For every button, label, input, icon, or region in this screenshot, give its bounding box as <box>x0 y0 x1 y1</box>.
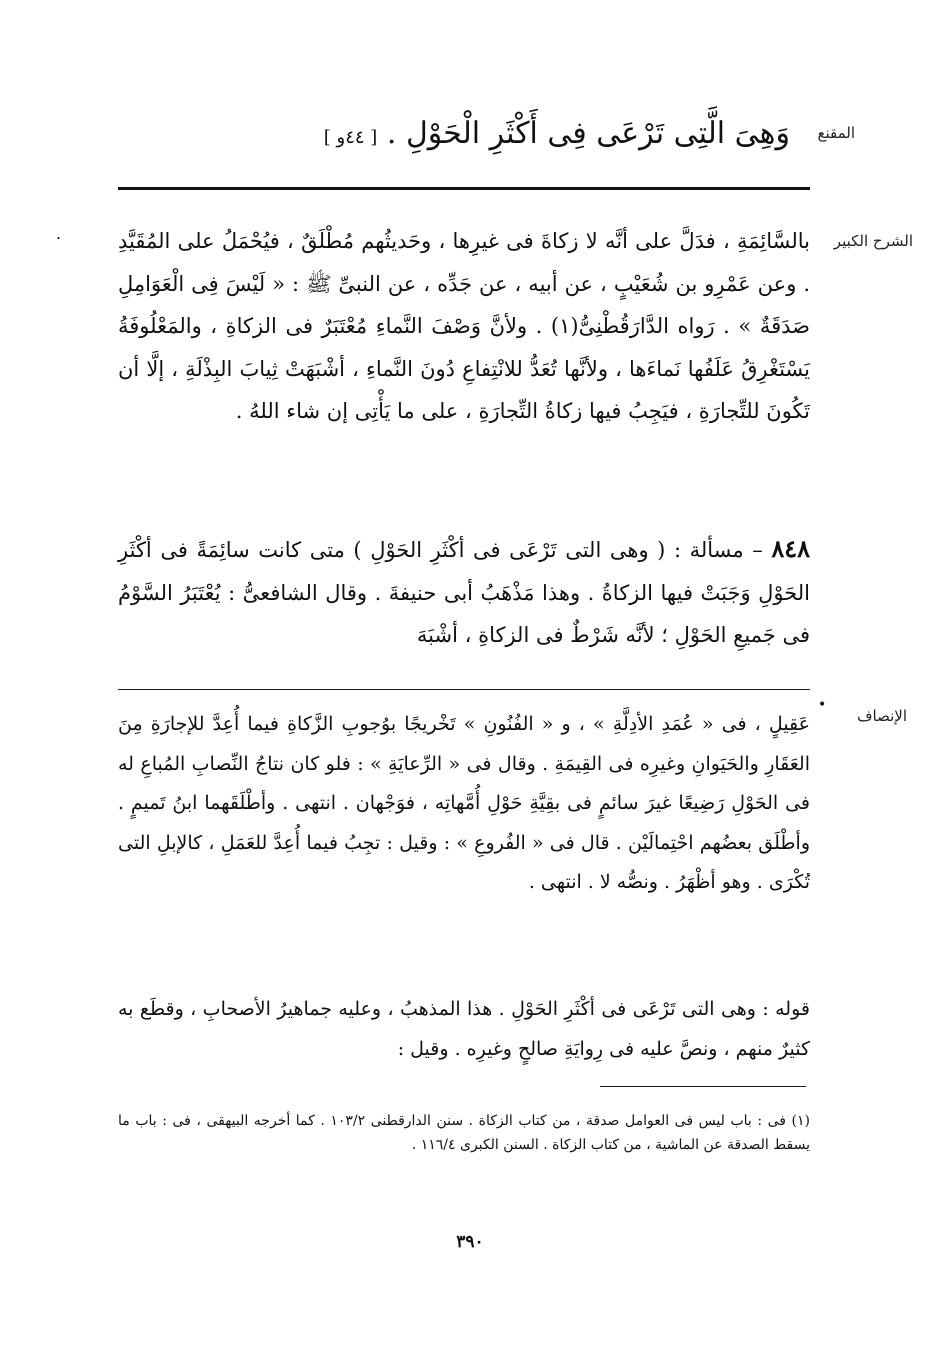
sharh-paragraph: بالسَّائِمَةِ ، فدَلَّ على أنَّه لا زكاةَ فى غيرِها ، وحَديثُهم مُطْلَقٌ ، فيُحْمَلُ على المُقَيَّدِ . وعن عَمْرِو بن شُعَيْبٍ ، عن أبيه ، عن جَدِّه ، عن النبىِّ ﷺ : « لَيْسَ فِى الْعَوَامِلِ صَدَقَةٌ » . رَواه الدَّارَقُطْنِىُّ(١) . ولأنَّ وَصْفَ النَّماءِ مُعْتَبَرٌ فى الزكاةِ ، والمَعْلُوفَةُ يَسْتَغْرِقُ عَلَفُها نَماءَها ، ولأنَّها تُعَدُّ للانْتِفاعِ دُونَ النَّماءِ ، أشْبَهَتْ ثِيابَ البِذْلَةِ ، إلَّا أن تَكُونَ للتِّجارَةِ ، فيَجِبُ فيها زكاةُ التِّجارَةِ ، على ما يَأْتِى إن شاء اللهُ . <box>118 229 810 423</box>
masala-paragraph <box>118 528 810 657</box>
footnote: (١) فى : باب ليس فى العوامل صدقة ، من كتاب الزكاة . سنن الدارقطنى ١٠٣/٢ . كما أخرجه البيهقى ، فى : باب ما يسقط الصدقة عن الماشية ، من كتاب الزكاة . السنن الكبرى ١١٦/٤ . <box>118 1113 810 1153</box>
insaf-marker-dot: • <box>818 697 827 713</box>
header-rule <box>118 187 810 190</box>
insaf-qawluh-paragraph: قوله : وهى التى تَرْعَى فى أكْثَرِ الحَوْلِ . هذا المذهبُ ، وعليه جماهيرُ الأصحابِ ، وقطَع به كثيرٌ منهم ، ونصَّ عليه فى رِوايَةِ صالحٍ وغيرِه . وقيل : <box>118 998 810 1060</box>
masala-number: ٨٤٨ <box>771 534 810 563</box>
insaf-paragraph: عَقِيلٍ ، فى « عُمَدِ الأدِلَّةِ » ، و « الفُنُونِ » تَخْريجًا بوُجوبِ الزَّكاةِ فيما أُعِدَّ للإجارَةِ مِنَ العَقَارِ والحَيَوانِ وغيرِه فى القِيمَةِ . وقال فى « الرِّعايَةِ » : فلو كان نتاجُ النِّصابِ المُباعِ له فى الحَوْلِ رَضِيعًا غيرَ سائمٍ فى بقِيَّةِ حَوْلِ أُمَّهاتِه ، فوَجْهان . انتهى . وأطْلَقَهما ابنُ تَميمٍ . وأطْلَق بعضُهم احْتِمالَيْن . قال فى « الفُروعِ » : وقيل : تجِبُ فيما أُعِدَّ للعَمَلِ ، كالإبلِ التى تُكْرَى . وهو أظْهَرُ . ونصُّه لا . انتهى . <box>118 713 810 893</box>
footnote-rule <box>600 1086 806 1087</box>
sharh-label: الشرح الكبير <box>833 232 913 250</box>
header-folio-ref: [ ٤٤و ] <box>323 127 378 148</box>
header-matn <box>323 112 790 160</box>
section-divider <box>118 689 810 690</box>
margin-dot: . <box>56 224 62 243</box>
page-number: ٣٩٠ <box>456 1232 484 1252</box>
header-matn-text: وَهِىَ الَّتِى تَرْعَى فِى أَكْثَرِ الْحَوْلِ . <box>386 116 790 151</box>
masala-text: – مسألة : ( وهى التى تَرْعَى فى أكْثَرِ الحَوْلِ ) متى كانت سائِمَةً فى أكْثَرِ الحَوْلِ وَجَبَتْ فيها الزكاةُ . وهذا مَذْهَبُ أبى حنيفةَ . وقال الشافعىُّ : يُعْتَبَرُ السَّوْمُ فى جَميعِ الحَوْلِ ؛ لأنَّه شَرْطٌ فى الزكاةِ ، أشْبَهَ <box>118 538 810 647</box>
header-label-muqni: المقنع <box>817 124 855 142</box>
insaf-label: الإنصاف <box>856 707 907 725</box>
